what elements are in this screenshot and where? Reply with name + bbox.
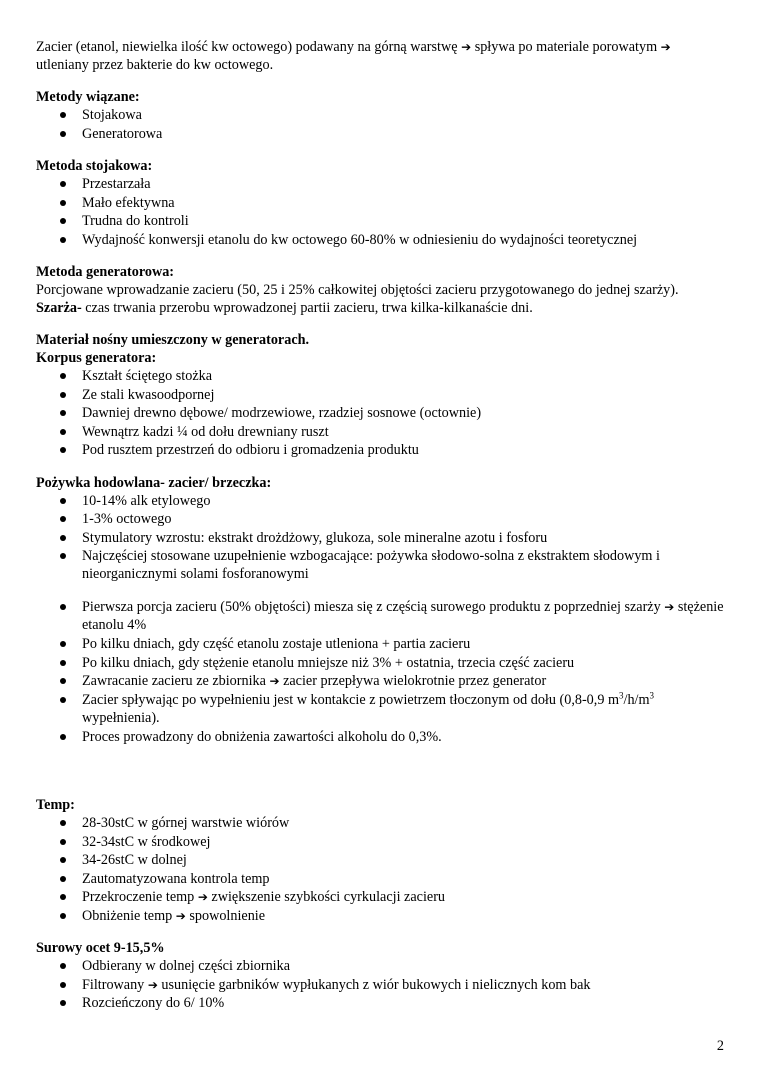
list-item: Kształt ściętego stożka bbox=[36, 367, 728, 385]
generator-line: Porcjowane wprowadzanie zacieru (50, 25 i 25% całkowitej objętości zacieru przygotowanego do jednej szarży). bbox=[36, 282, 679, 298]
list-item bbox=[36, 907, 728, 925]
arrow-right-icon: ➔ bbox=[664, 600, 675, 614]
list-item: Trudna do kontroli bbox=[36, 212, 728, 230]
superscript: 3 bbox=[649, 689, 655, 700]
list-item: Zautomatyzowana kontrola temp bbox=[36, 870, 728, 888]
list-item: Przestarzała bbox=[36, 175, 728, 193]
arrow-right-icon: ➔ bbox=[197, 890, 208, 904]
intro-text-3: utleniany przez bakterie do kw octowego. bbox=[36, 57, 274, 73]
methods-list bbox=[36, 106, 728, 143]
list-text: spowolnienie bbox=[185, 907, 266, 924]
list-item: Stojakowa bbox=[36, 106, 728, 124]
superscript: 3 bbox=[619, 689, 624, 700]
batch-definition bbox=[36, 299, 728, 317]
medium-heading: Pożywka hodowlana- zacier/ brzeczka: bbox=[36, 474, 272, 491]
list-text: zacier przepływa wielokrotnie przez generator bbox=[279, 673, 547, 689]
batch-def: czas trwania przerobu wprowadzonej partii zacieru, trwa kilka-kilkanaście dni. bbox=[81, 300, 533, 316]
list-text: wypełnienia). bbox=[82, 709, 160, 726]
list-text: zwiększenie szybkości cyrkulacji zacieru bbox=[207, 889, 446, 905]
stand-list bbox=[36, 175, 728, 249]
list-item: Rozcieńczony do 6/ 10% bbox=[36, 994, 728, 1012]
intro-paragraph bbox=[36, 38, 728, 74]
temp-heading: Temp: bbox=[36, 797, 75, 813]
arrow-right-icon: ➔ bbox=[461, 40, 472, 54]
generator-heading: Metoda generatorowa: bbox=[36, 264, 175, 280]
list-item: Po kilku dniach, gdy część etanolu zostaje utleniona + partia zacieru bbox=[36, 635, 728, 653]
list-item: Ze stali kwasoodpornej bbox=[36, 386, 728, 404]
list-item: Po kilku dniach, gdy stężenie etanolu mniejsze niż 3% + ostatnia, trzecia część zacieru bbox=[36, 654, 728, 672]
list-item: 32-34stC w środkowej bbox=[36, 833, 728, 851]
list-item bbox=[36, 691, 728, 727]
carrier-list bbox=[36, 367, 728, 459]
intro-text-1: Zacier (etanol, niewielka ilość kw octowego) podawany na górną warstwę bbox=[36, 39, 458, 55]
list-item: Proces prowadzony do obniżenia zawartości alkoholu do 0,3%. bbox=[36, 728, 728, 746]
list-item bbox=[36, 672, 728, 690]
temp-list bbox=[36, 814, 728, 925]
list-text: Filtrowany bbox=[82, 976, 148, 993]
list-item: Mało efektywna bbox=[36, 194, 728, 212]
list-text: Zacier spływając po wypełnieniu jest w kontakcie z powietrzem tłoczonym od dołu (0,8-0,9 m bbox=[82, 691, 619, 708]
list-item: 28-30stC w górnej warstwie wiórów bbox=[36, 814, 728, 832]
stand-heading: Metoda stojakowa: bbox=[36, 158, 153, 174]
list-text: /h/m bbox=[623, 691, 650, 708]
list-item bbox=[36, 598, 728, 634]
raw-vinegar-heading: Surowy ocet 9-15,5% bbox=[36, 940, 165, 956]
list-text: Zawracanie zacieru ze zbiornika bbox=[82, 673, 270, 689]
batch-term: Szarża- bbox=[36, 300, 82, 316]
list-item: Generatorowa bbox=[36, 125, 728, 143]
list-item: 34-26stC w dolnej bbox=[36, 851, 728, 869]
list-item bbox=[36, 976, 728, 994]
carrier-heading: Materiał nośny umieszczony w generatorach. bbox=[36, 332, 310, 348]
list-item: Dawniej drewno dębowe/ modrzewiowe, rzadziej sosnowe (octownie) bbox=[36, 404, 728, 422]
list-item: Najczęściej stosowane uzupełnienie wzbogacające: pożywka słodowo-solna z ekstraktem słodowym i nieorganicznymi solami fosforanowymi bbox=[36, 547, 728, 583]
generator-body-heading: Korpus generatora: bbox=[36, 350, 157, 366]
list-item bbox=[36, 888, 728, 906]
list-item: Odbierany w dolnej części zbiornika bbox=[36, 957, 728, 975]
raw-vinegar-list bbox=[36, 957, 728, 1012]
list-item: Pod rusztem przestrzeń do odbioru i gromadzenia produktu bbox=[36, 441, 728, 459]
list-text: Przekroczenie temp bbox=[82, 889, 198, 905]
list-item: Wydajność konwersji etanolu do kw octowego 60-80% w odniesieniu do wydajności teoretycznej bbox=[36, 231, 728, 249]
list-item: Wewnątrz kadzi ¼ od dołu drewniany ruszt bbox=[36, 423, 728, 441]
arrow-right-icon: ➔ bbox=[147, 977, 158, 992]
document-page bbox=[36, 38, 728, 1013]
list-text: usunięcie garbników wypłukanych z wiór bukowych i nielicznych kom bak bbox=[157, 976, 591, 993]
intro-text-2: spływa po materiale porowatym bbox=[471, 39, 661, 55]
arrow-right-icon: ➔ bbox=[175, 908, 186, 923]
list-text: stężenie etanolu 4% bbox=[82, 599, 724, 633]
medium-list bbox=[36, 492, 728, 584]
list-item: Stymulatory wzrostu: ekstrakt drożdżowy, glukoza, sole mineralne azotu i fosforu bbox=[36, 529, 728, 547]
list-text: Obniżenie temp bbox=[82, 907, 176, 924]
page-number: 2 bbox=[716, 1038, 724, 1054]
process-list bbox=[36, 598, 728, 746]
list-item: 10-14% alk etylowego bbox=[36, 492, 728, 510]
list-text: Pierwsza porcja zacieru (50% objętości) miesza się z częścią surowego produktu z poprzedniej szarży bbox=[82, 599, 665, 615]
arrow-right-icon: ➔ bbox=[269, 674, 280, 688]
list-item: 1-3% octowego bbox=[36, 510, 728, 528]
methods-heading: Metody wiązane: bbox=[36, 89, 140, 105]
arrow-right-icon: ➔ bbox=[660, 40, 671, 54]
